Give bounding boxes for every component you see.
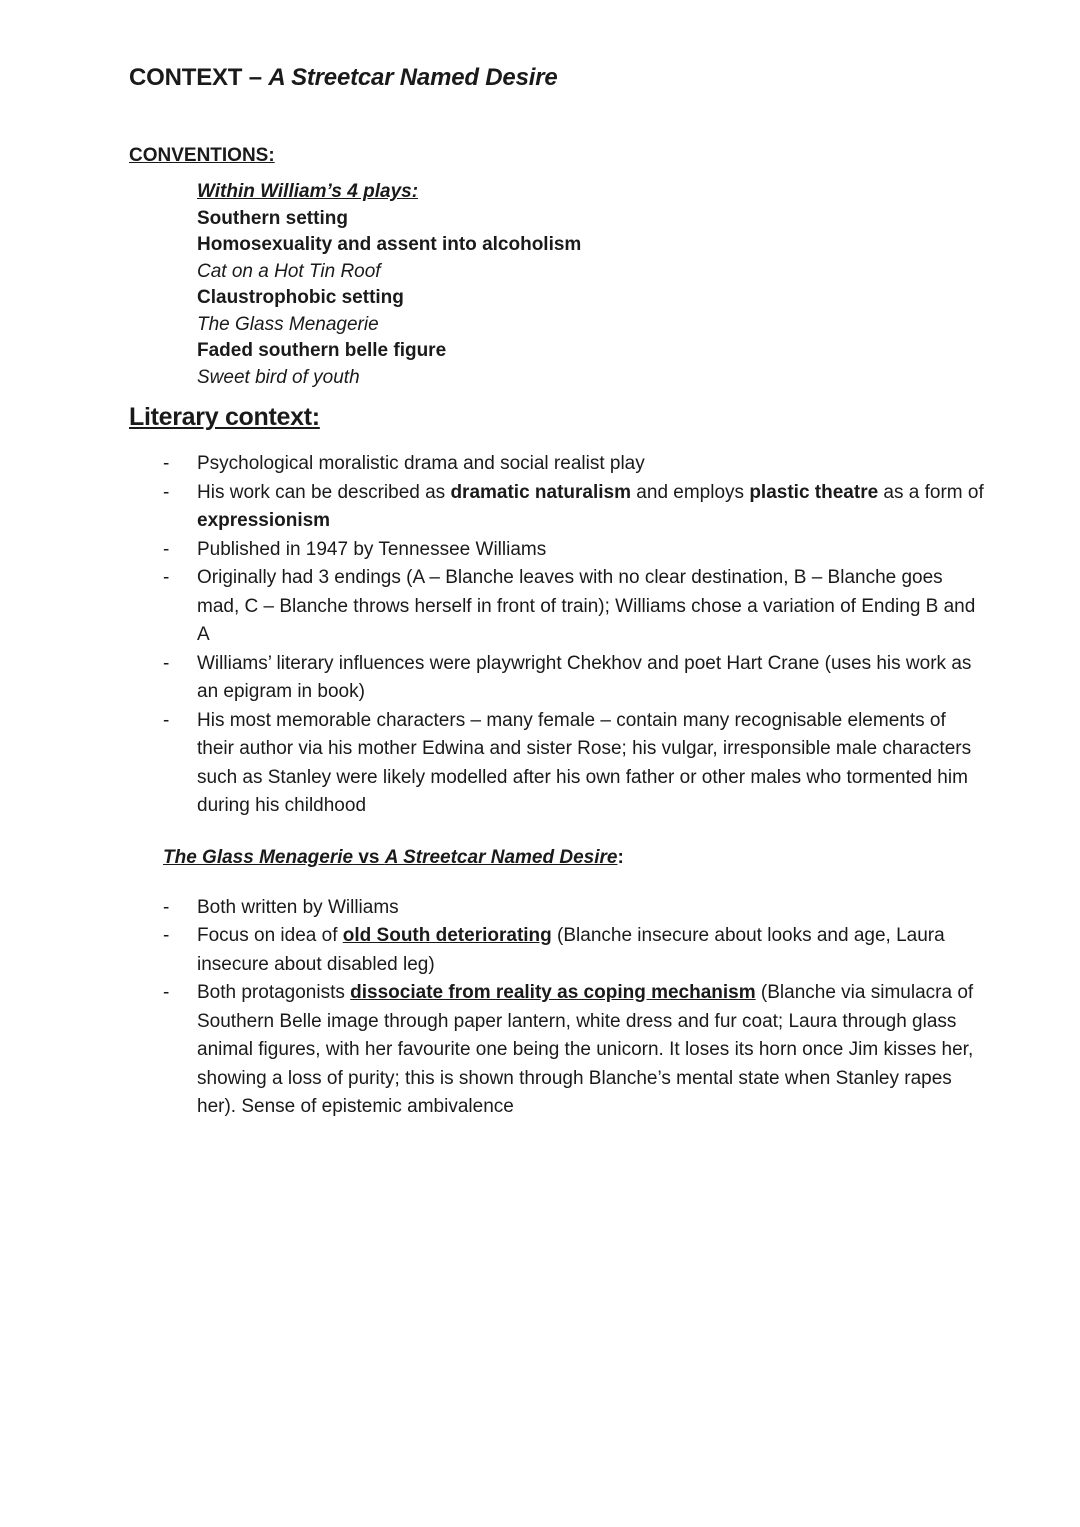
convention-item: Homosexuality and assent into alcoholism xyxy=(197,234,582,255)
convention-item-play-title: Sweet bird of youth xyxy=(197,366,360,388)
bullet-dash: - xyxy=(163,925,170,946)
text-run-bold-underline: dissociate from reality as coping mechanism xyxy=(350,982,756,1003)
bullet-dash: - xyxy=(163,709,170,731)
bullet-dash: - xyxy=(163,453,170,474)
text-run: (Blanche via simulacra of Southern Belle image through paper lantern, white dress and fur coat; Laura through glass animal figures, with her favourite one being the unicorn. It loses its horn once Jim kisses her, showing a loss of purity; this is shown through Blanche’s mental state when Stanley rapes her). Sense of epistemic ambivalence xyxy=(197,982,974,1117)
conventions-list xyxy=(197,179,990,391)
page-title-prefix: CONTEXT – xyxy=(129,64,269,91)
bullet-item xyxy=(163,536,990,565)
bullet-dash: - xyxy=(163,481,170,503)
bullet-item xyxy=(163,650,990,707)
convention-item-play-title: The Glass Menagerie xyxy=(197,313,379,335)
bullet-item xyxy=(163,979,990,1122)
text-run: and employs xyxy=(631,481,750,503)
text-run: as a form of xyxy=(878,481,984,503)
comparison-bullet-list xyxy=(129,894,990,1122)
literary-context-heading: Literary context: xyxy=(129,403,320,431)
bullet-item xyxy=(163,450,990,479)
bullet-text xyxy=(197,450,987,479)
conventions-list-heading: Within William’s 4 plays: xyxy=(197,181,419,202)
comparison-heading-vs: vs xyxy=(353,846,385,868)
text-run-bold-underline: old South deteriorating xyxy=(342,925,552,946)
comparison-heading-colon: : xyxy=(617,846,624,868)
text-run: Published in 1947 by Tennessee Williams xyxy=(197,538,547,560)
bullet-item xyxy=(163,479,990,536)
convention-item-play-title: Cat on a Hot Tin Roof xyxy=(197,260,381,282)
text-run: His work can be described as xyxy=(197,481,451,503)
convention-item: Faded southern belle figure xyxy=(197,340,447,361)
text-run: Focus on idea of xyxy=(197,925,343,946)
bullet-text xyxy=(197,894,987,923)
bullet-dash: - xyxy=(163,896,170,918)
conventions-heading: CONVENTIONS: xyxy=(129,145,275,166)
bullet-dash: - xyxy=(163,538,170,560)
convention-item: Southern setting xyxy=(197,207,348,229)
bullet-text xyxy=(197,707,987,821)
text-run: (Blanche insecure about looks and age, Laura insecure about disabled leg) xyxy=(197,925,945,975)
bullet-text xyxy=(197,479,987,536)
bullet-text xyxy=(197,922,987,979)
bullet-item xyxy=(163,922,990,979)
bullet-text xyxy=(197,979,987,1122)
comparison-heading-play-1: The Glass Menagerie xyxy=(163,846,354,868)
text-run: Williams’ literary influences were playwright Chekhov and poet Hart Crane (uses his work as an epigram in book) xyxy=(197,652,972,702)
bullet-text xyxy=(197,650,987,707)
bullet-text xyxy=(197,536,987,565)
bullet-text xyxy=(197,564,987,650)
text-run-bold: plastic theatre xyxy=(749,481,879,503)
bullet-dash: - xyxy=(163,567,170,588)
text-run-bold: dramatic naturalism xyxy=(450,481,632,503)
bullet-dash: - xyxy=(163,652,170,674)
text-run: His most memorable characters – many female – contain many recognisable elements of their author via his mother Edwina and sister Rose; his vulgar, irresponsible male characters such as Stanley were likely modelled after his own father or other males who tormented him during his childhood xyxy=(197,709,972,816)
page-title-book-name: A Streetcar Named Desire xyxy=(268,64,558,91)
bullet-item xyxy=(163,564,990,650)
convention-item: Claustrophobic setting xyxy=(197,287,404,308)
page-title xyxy=(129,63,990,93)
comparison-heading-play-2: A Streetcar Named Desire xyxy=(384,846,618,868)
bullet-item xyxy=(163,707,990,821)
bullet-dash: - xyxy=(163,982,170,1003)
text-run: Psychological moralistic drama and social realist play xyxy=(197,453,645,474)
text-run: Both protagonists xyxy=(197,982,351,1003)
text-run-bold: expressionism xyxy=(197,510,331,531)
comparison-heading xyxy=(163,846,990,870)
literary-bullet-list xyxy=(129,450,990,821)
text-run: Originally had 3 endings (A – Blanche leaves with no clear destination, B – Blanche goes mad, C – Blanche throws herself in front of train); Williams chose a variation of Ending B and A xyxy=(197,567,976,645)
bullet-item xyxy=(163,894,990,923)
text-run: Both written by Williams xyxy=(197,896,399,918)
